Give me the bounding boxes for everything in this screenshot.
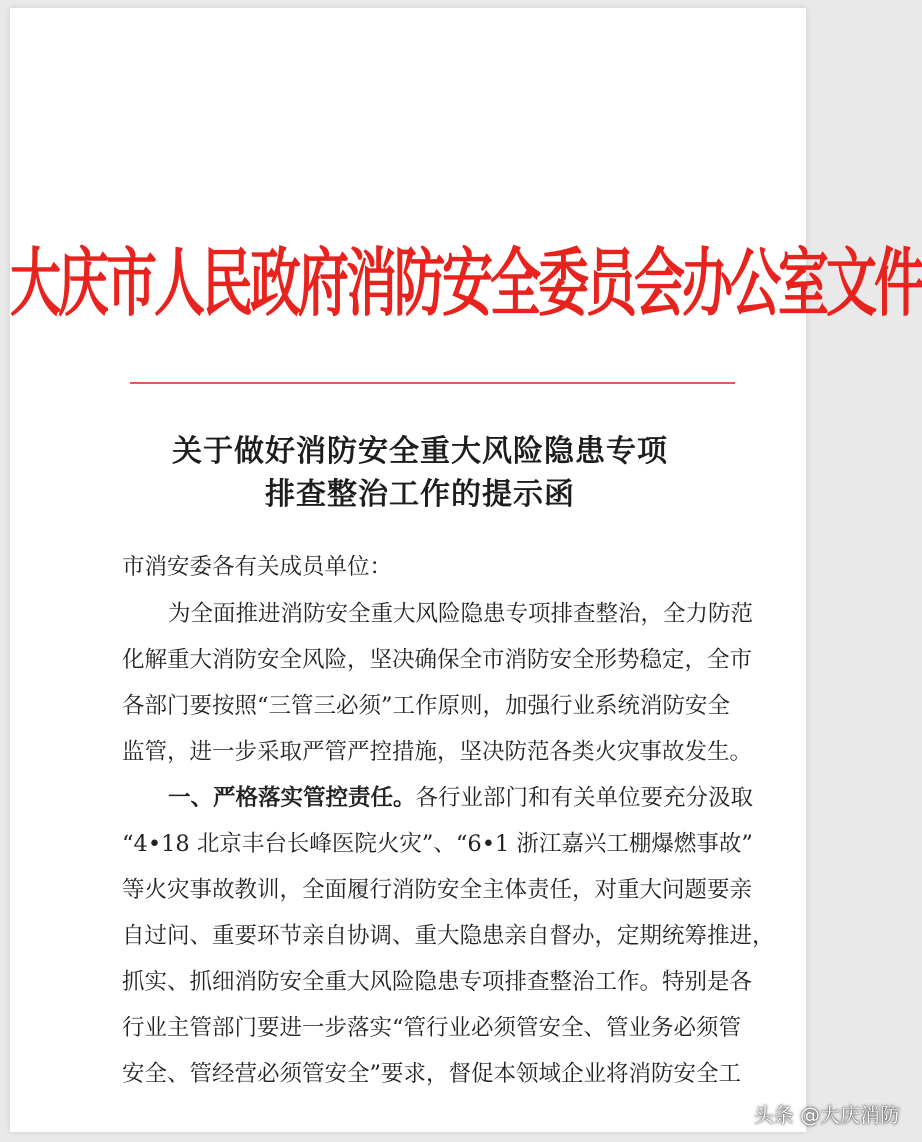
source-watermark: 头条 @大庆消防 — [753, 1103, 900, 1127]
body-paragraph-line: 化解重大消防安全风险，坚决确保全市消防安全形势稳定，全市 — [122, 647, 753, 673]
section-1-first-line — [168, 780, 754, 812]
salutation: 市消安委各有关成员单位： — [122, 554, 393, 580]
section-1-line: 安全、管经营必须管安全”要求，督促本领域企业将消防安全工 — [122, 1061, 742, 1087]
section-1-line: 自过问、重要环节亲自协调、重大隐患亲自督办，定期统筹推进， — [122, 923, 775, 949]
section-1-heading: 一、严格落实管控责任。 — [168, 785, 416, 811]
issuer-header: 大庆市人民政府消防安全委员会办公室文件 — [10, 240, 922, 328]
body-paragraph-line: 各部门要按照“三管三必须”工作原则，加强行业系统消防安全 — [122, 693, 731, 719]
body-paragraph-line: 监管，进一步采取严管严控措施，坚决防范各类火灾事故发生。 — [122, 739, 753, 765]
section-1-line: 行业主管部门要进一步落实“管行业必须管安全、管业务必须管 — [122, 1015, 742, 1041]
section-1-line: 等火灾事故教训，全面履行消防安全主体责任，对重大问题要亲 — [122, 877, 753, 903]
red-divider-line — [130, 382, 735, 384]
section-1-line: 抓实、抓细消防安全重大风险隐患专项排查整治工作。特别是各 — [122, 969, 753, 995]
section-1-first-line-text: 各行业部门和有关单位要充分汲取 — [415, 785, 754, 811]
body-paragraph-line: 为全面推进消防安全重大风险隐患专项排查整治，全力防范 — [168, 601, 754, 627]
section-1-line: “4•18 北京丰台长峰医院火灾”、“6•1 浙江嘉兴工棚爆燃事故” — [122, 831, 753, 857]
document-title-line-1: 关于做好消防安全重大风险隐患专项 — [172, 434, 668, 469]
document-title-line-2: 排查整治工作的提示函 — [265, 477, 575, 512]
